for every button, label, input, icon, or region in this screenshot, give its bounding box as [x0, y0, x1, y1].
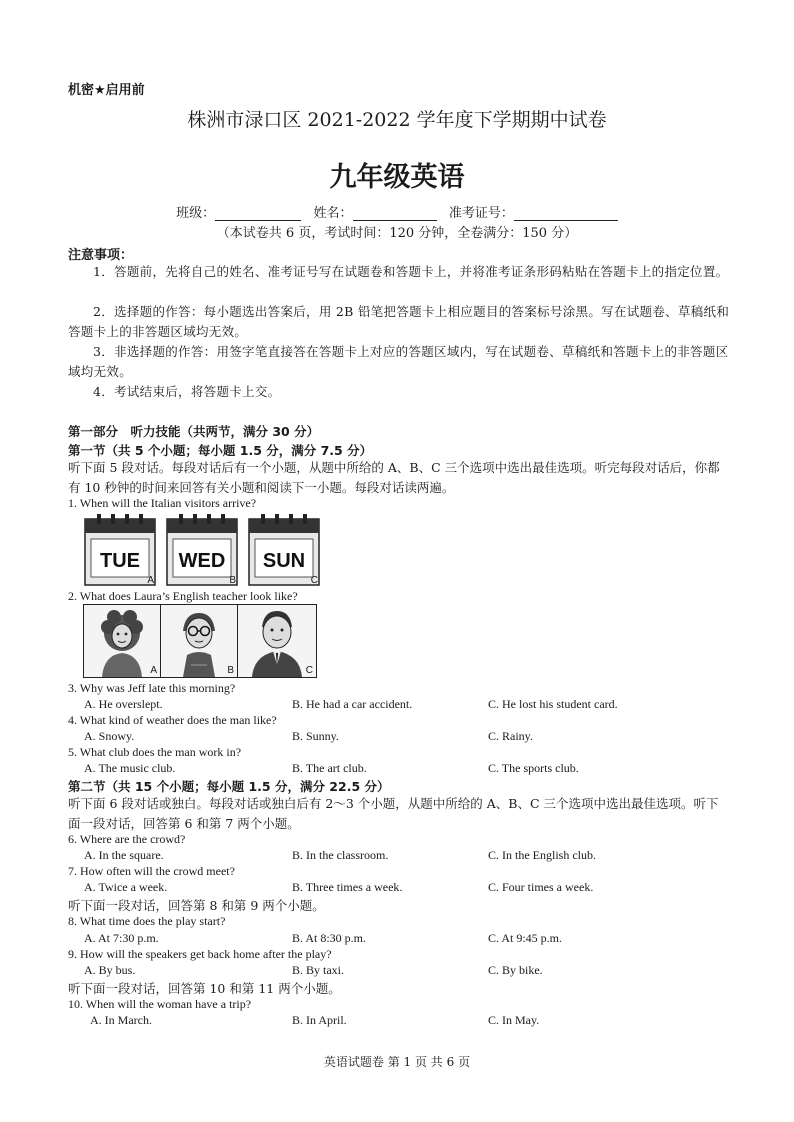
q6-option-c[interactable]: C. In the English club.	[488, 848, 596, 862]
page-footer: 英语试题卷 第 1 页 共 6 页	[323, 1055, 471, 1069]
name-blank[interactable]	[353, 206, 437, 221]
day-wed: WED	[178, 550, 226, 572]
notice-item-3: 3．非选择题的作答：用签字笔直接答在答题卡上对应的答题区域内，写在试题卷、草稿纸和答题卡上的非答题区域均无效。	[68, 344, 729, 379]
section1-instructions: 听下面 5 段对话。每段对话后有一个小题，从题中所给的 A、B、C 三个选项中选出最佳选项。听完每段对话后，你都有 10 秒钟的时间来回答有关小题和阅读下一小题。每段对话读两遍。	[68, 460, 720, 495]
q10-option-c[interactable]: C. In May.	[488, 1013, 540, 1027]
notice-title: 注意事项：	[68, 248, 134, 263]
man-glasses-icon	[161, 605, 237, 677]
id-blank[interactable]	[514, 206, 618, 221]
q4-option-c[interactable]: C. Rainy.	[488, 729, 533, 743]
id-label: 准考证号：	[448, 206, 514, 221]
subject-title: 九年级英语	[329, 162, 465, 193]
question-4: 4. What kind of weather does the man like?	[68, 713, 277, 727]
section2-title: 第二节（共 15 个小题；每小题 1.5 分，满分 22.5 分）	[68, 779, 390, 794]
question-6: 6. Where are the crowd?	[68, 832, 186, 846]
confidential-mark: 机密★启用前	[68, 83, 145, 98]
question-5: 5. What club does the man work in?	[68, 745, 242, 759]
q4-option-a[interactable]: A. Snowy.	[84, 729, 135, 743]
calendar-icon	[165, 513, 239, 587]
name-label: 姓名：	[313, 206, 353, 221]
section2-instructions: 听下面 6 段对话或独白。每段对话或独白后有 2～3 个小题，从题中所给的 A、B、C 三个选项中选出最佳选项。听下面一段对话，回答第 6 和第 7 两个小题。	[68, 796, 719, 831]
q8-option-c[interactable]: C. At 9:45 p.m.	[488, 931, 563, 945]
option-letter-b: B	[229, 575, 236, 586]
q3-option-b[interactable]: B. He had a car accident.	[292, 697, 413, 711]
question-10: 10. When will the woman have a trip?	[68, 997, 252, 1011]
question-2: 2. What does Laura’s English teacher look like?	[68, 589, 298, 603]
exam-meta: （本试卷共 6 页，考试时间：120 分钟，全卷满分：150 分）	[216, 226, 578, 241]
q7-option-c[interactable]: C. Four times a week.	[488, 880, 594, 894]
notice-item-1: 1．答题前，先将自己的姓名、准考证号写在试题卷和答题卡上，并将准考证条形码粘贴在答题卡上的指定位置。	[93, 264, 729, 279]
question-7: 7. How often will the crowd meet?	[68, 864, 235, 878]
part1-title: 第一部分 听力技能（共两节，满分 30 分）	[68, 424, 320, 439]
question-8: 8. What time does the play start?	[68, 914, 226, 928]
option-letter-a: A	[150, 665, 157, 676]
day-tue: TUE	[100, 550, 140, 572]
q10-option-b[interactable]: B. In April.	[292, 1013, 347, 1027]
class-label: 班级：	[176, 206, 216, 221]
calendar-icon	[83, 513, 157, 587]
q6-option-b[interactable]: B. In the classroom.	[292, 848, 389, 862]
calendar-option-b[interactable]	[165, 513, 239, 587]
option-letter-b: B	[227, 665, 234, 676]
q6-option-a[interactable]: A. In the square.	[84, 848, 164, 862]
q3-option-a[interactable]: A. He overslept.	[84, 697, 163, 711]
q2-portrait-images	[83, 604, 317, 678]
calendar-option-a[interactable]	[83, 513, 157, 587]
q3-option-c[interactable]: C. He lost his student card.	[488, 697, 618, 711]
portrait-option-a[interactable]	[84, 605, 161, 677]
q4-option-b[interactable]: B. Sunny.	[292, 729, 339, 743]
student-info-line	[0, 202, 794, 221]
question-1: 1. When will the Italian visitors arrive?	[68, 496, 257, 510]
woman-curly-hair-icon	[84, 605, 160, 677]
q7-option-b[interactable]: B. Three times a week.	[292, 880, 403, 894]
notice-item-2: 2．选择题的作答：每小题选出答案后，用 2B 铅笔把答题卡上相应题目的答案标号涂黑。写在试题卷、草稿纸和答题卡上的非答题区域均无效。	[68, 304, 730, 339]
man-suit-icon	[238, 605, 316, 677]
day-sun: SUN	[262, 550, 306, 572]
q8-option-a[interactable]: A. At 7:30 p.m.	[84, 931, 159, 945]
question-3: 3. Why was Jeff late this morning?	[68, 681, 236, 695]
option-letter-c: C	[305, 665, 313, 676]
section1-title: 第一节（共 5 个小题；每小题 1.5 分，满分 7.5 分）	[68, 443, 373, 458]
calendar-option-c[interactable]	[247, 513, 321, 587]
portrait-option-b[interactable]	[161, 605, 238, 677]
q5-option-b[interactable]: B. The art club.	[292, 761, 367, 775]
notice-item-4: 4．考试结束后，将答题卡上交。	[93, 384, 281, 399]
q9-option-a[interactable]: A. By bus.	[84, 963, 136, 977]
q1-calendar-images	[83, 513, 323, 587]
portrait-option-c[interactable]	[238, 605, 316, 677]
q8-option-b[interactable]: B. At 8:30 p.m.	[292, 931, 367, 945]
q10-option-a[interactable]: A. In March.	[90, 1013, 152, 1027]
hint-q10-q11: 听下面一段对话，回答第 10 和第 11 两个小题。	[68, 981, 341, 996]
q7-option-a[interactable]: A. Twice a week.	[84, 880, 168, 894]
question-9: 9. How will the speakers get back home after the play?	[68, 947, 332, 961]
q5-option-c[interactable]: C. The sports club.	[488, 761, 579, 775]
q5-option-a[interactable]: A. The music club.	[84, 761, 176, 775]
exam-title: 株洲市渌口区 2021-2022 学年度下学期期中试卷	[187, 109, 607, 131]
hint-q8-q9: 听下面一段对话，回答第 8 和第 9 两个小题。	[68, 898, 325, 913]
class-blank[interactable]	[215, 206, 301, 221]
q9-option-c[interactable]: C. By bike.	[488, 963, 543, 977]
option-letter-a: A	[147, 575, 154, 586]
q9-option-b[interactable]: B. By taxi.	[292, 963, 345, 977]
option-letter-c: C	[310, 575, 318, 586]
